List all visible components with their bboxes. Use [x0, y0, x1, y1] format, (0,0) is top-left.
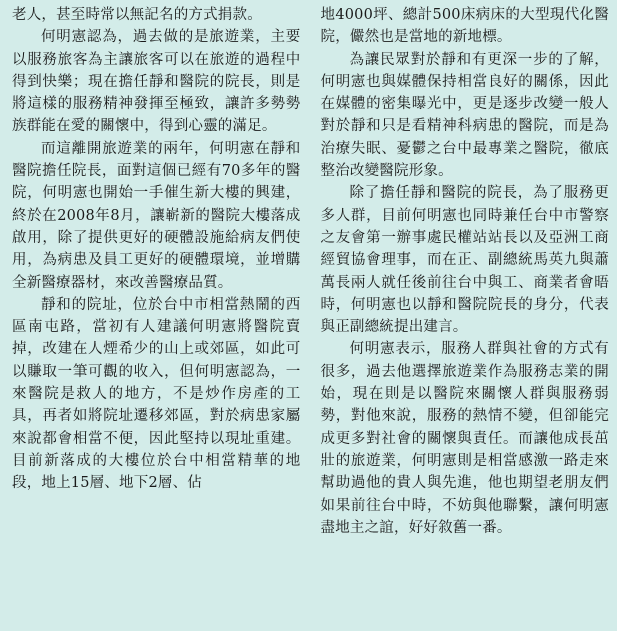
right-column — [321, 4, 610, 631]
paragraph: 靜和的院址，位於台中市相當熱鬧的西區南屯路，當初有人建議何明憲將醫院賣掉，改建在人煙希少的山上或郊區，如此可以賺取一筆可觀的收入，但何明憲認為，一來醫院是救人的地方，不是炒作房產的工具，再者如將院址遷移郊區，對於病患家屬來說都會相當不便，因此堅持以現址重建。目前新落成的大樓位於台中相當精華的地段，地上15層、地下2層、佔 — [12, 296, 301, 492]
paragraph: 地4000坪、總計500床病床的大型現代化醫院，儼然也是當地的新地標。 — [320, 7, 609, 46]
paragraph: 何明憲表示，服務人群與社會的方式有很多，過去他選擇旅遊業作為服務志業的開始，現在則是以醫院來關懷人群與服務弱勢，對他來說，服務的熱情不變，但卻能完成更多對社會的關懷與責任。而讓他成長茁壯的旅遊業，何明憲則是相當感激一路走來幫助過他的貴人與先進，他也期望老朋友們如果前往台中時，不妨與他聯繫，讓何明憲盡地主之誼，好好敘舊一番。 — [320, 341, 609, 536]
left-column — [12, 4, 301, 631]
paragraph: 而這離開旅遊業的兩年，何明憲在靜和醫院擔任院長，面對這個已經有70多年的醫院，何明憲也開始一手催生新大樓的興建，終於在2008年8月，讓嶄新的醫院大樓落成啟用，除了提供更好的硬體設施給病友們使用，為病患及員工更好的硬體環境，並增購全新醫療器材，來改善醫療品質。 — [12, 140, 301, 291]
paragraph: 為讓民眾對於靜和有更深一步的了解，何明憲也與媒體保持相當良好的關係，因此在媒體的密集曝光中，更是逐步改變一般人對於靜和只是看精神科病患的醫院，而是為治療失眠、憂鬱之台中最專業之醫院，徹底整治改變醫院形象。 — [320, 51, 609, 180]
paragraph: 除了擔任靜和醫院的院長，為了服務更多人群，目前何明憲也同時兼任台中市警察之友會第一辦事處民權站站長以及亞洲工商經貿協會理事，而在正、副總統馬英九與蕭萬長兩人就任後前往台中與工、商業者會晤時，何明憲也以靜和醫院院長的身分，代表與正副總統提出建言。 — [320, 185, 609, 336]
paragraph: 老人，甚至時常以無記名的方式捐款。 — [12, 7, 262, 23]
paragraph: 何明憲認為，過去做的是旅遊業，主要以服務旅客為主讓旅客可以在旅遊的過程中得到快樂；現在擔任靜和醫院的院長，則是將這樣的服務精神發揮至極致，讓許多勢勢族群能在愛的關懷中，得到心靈的滿足。 — [12, 29, 301, 135]
